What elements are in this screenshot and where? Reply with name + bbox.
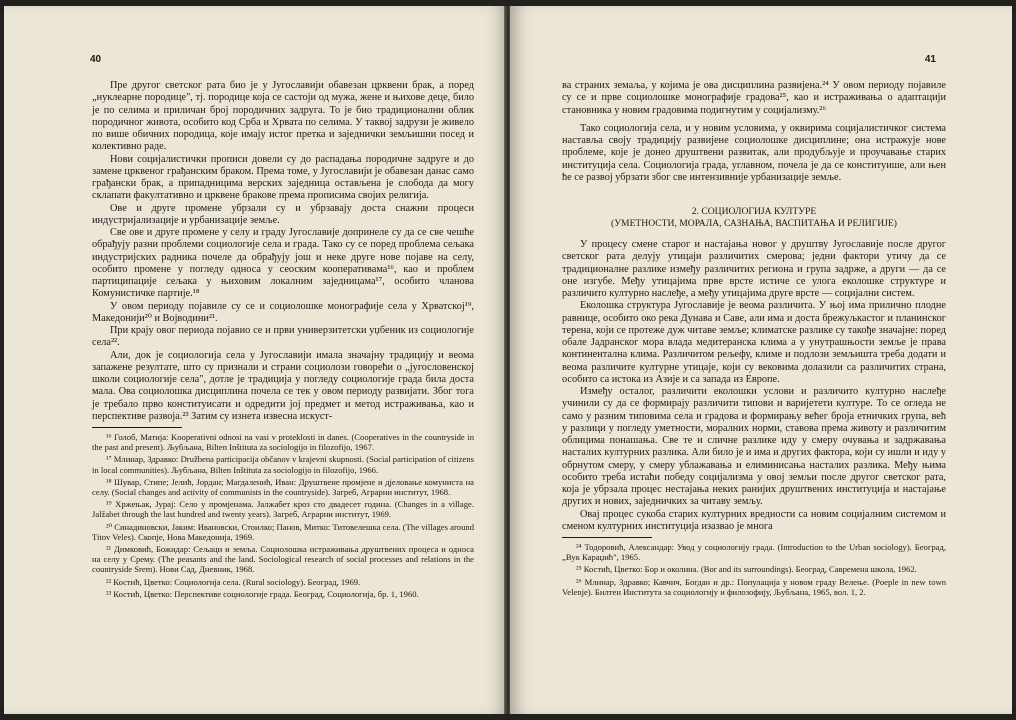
section-heading: [562, 206, 946, 229]
paragraph: При крају овог периода појавио се и први универзитетски уџбеник из социологије села²².: [92, 325, 474, 349]
footnote: ¹⁹ Хржењак, Јурај: Село у промјенама. Јалжабет кроз сто двадесет година. (Changes in a village. Jalžabet through the last hundred and twenty years). Загреб, Аграрни институт, 1969.: [92, 499, 474, 520]
page-number-right: 41: [924, 54, 936, 65]
right-page: [510, 6, 1012, 714]
right-text-block: [562, 80, 946, 599]
paragraph: Овај процес сукоба старих културних вредности са новим социјалним системом и сменом културних институција изазвао је многа: [562, 508, 946, 532]
footnote-divider: [92, 427, 182, 428]
paragraph: ва страних земаља, у којима је ова дисциплина развијена.²⁴ У овом периоду појавиле су се и прве социолошке монографије градова²⁵, као и истраживања о адаптацији становника у новим градовима подигнутим у социјализму.²⁶: [562, 80, 946, 116]
paragraph: У овом периоду појавиле су се и социолошке монографије села у Хрватској¹⁹, Македонији²⁰ и Војводини²¹.: [92, 300, 474, 324]
footnote: ²² Костић, Цветко: Социологија села. (Rural sociology). Београд, 1969.: [106, 576, 361, 587]
footnote: ²¹ Димковић, Божидар: Сељаци и земља. Социолошка истраживања друштвених процеса и односа на селу у Срему. (The peasants and the land. Sociological research of social processes and relations in the countryside Srem). Нови Сад, Дневник, 1968.: [92, 544, 474, 575]
footnote: ²⁵ Костић, Цветко: Бор и околина. (Bor and its surroundings). Београд, Савремена школа, 1962.: [576, 564, 917, 575]
footnote: ¹⁶ Голоб, Матија: Kooperativni odnosi na vasi v proteklosti in danes. (Cooperatives in the countryside in the past and present). Љубљана, Bilten Inštituta za sociologijo in filozofijo, 1967.: [92, 432, 474, 453]
left-page: [4, 6, 508, 714]
footnote: ²³ Костић, Цветко: Перспективе социологије града. Београд, Социологија, бр. 1, 1960.: [106, 588, 419, 599]
paragraph: Али, док је социологија села у Југославији имала значајну традицију и веома запажене резултате, што су признали и страни социолози говорећи о „југословенској школи социологије села", дотле је традиција у погледу социологије града била доста мала. Ова социолошка дисциплина почела се тек у овом периоду развијати. Због тога је требало прво конституисати и одредити јој предмет и метод истраживања, као и перспективе развоја.²³ Затим су изнета извесна искуст-: [92, 349, 474, 422]
paragraph: Пре другог светског рата био је у Југославији обавезан црквени брак, а поред „нуклеарне породице", тј. породице која се састоји од мужа, жене и њихове деце, било је по селима и приличан број породичних задруга. То је био традиционални облик породичног живота, особито код Срба и Хрвата по селима. У таквој задрузи је живело по више обичних породица, које имају истог претка и заједнички земљишни посед и колективно раде.: [92, 80, 474, 153]
paragraph: Нови социјалистички прописи довели су до распадања породичне задруге и до замене црквеног грађанским браком. Према томе, у Југославији је обавезан данас само грађански брак, а припадницима верских заједница остављена је слобода да могу склапати факултативно и црквене бракове према прописима својих религија.: [92, 153, 474, 202]
left-text-block: [92, 80, 474, 601]
footnote: ²⁰ Синадиновски, Јаким: Ивановски, Стоилко; Панов, Митко: Титовелешка села. (The villages around Titov Veles). Скопје, Нова Македонија, 1969.: [92, 521, 474, 542]
paragraph: Између осталог, различити еколошки услови и различито културно наслеђе учинили су да се формирају различити типови и варијетети културе. То се огледа не само у разним типовима села и градова и формирању већег броја етничких група, већ у разлици у погледу уметности, моралних норми, ставова према животу и различитим облицима понашања. Све те и сличне разлике иду у смеру очувања и задржавања насталих културних разлика. Али било је и има и других фактора, који су ишли и иду у обрнутом смеру, у смеру ублажавања и елиминисања насталих разлика. Међу њима особито треба истаћи победу социјализма у овој земљи после другог светског рата, која је убрзала процес нестајања неких ранијих друштвених институција и настајање других и нових, заједничких за читаву земљу.: [562, 386, 946, 508]
paragraph: Еколошка структура Југославије је веома различита. У њој има прилично плодне равнице, особито око река Дунава и Саве, али има и доста брежуљкастог и планинског терена, који се протеже дуж читаве земље; климатске разлике су такође значајне: поред обале Јадранског мора влада медитеранска клима а у унутрашњости земље је права континентална клима. Различитом рељефу, климе и подлози земљишта треба додати и веома различите културне утицаје, који су вековима долазили са различитих страна, особито са истока из Азије и са запада из Европе.: [562, 300, 946, 385]
paragraph: Све ове и друге промене у селу и граду Југославије допринеле су да се све чешће обрађују разни проблеми социологије села и града. Тако су се поред проблема сељака индустријских радника почеле да обрађују још и неке друге нове појаве на селу, особито промене у погледу односа у сеоским кооперативама¹⁶, као и проблем партиципације сељака у њиховим локалним заједницама¹⁷, особито чланова Комунистичке партије.¹⁸: [92, 227, 474, 300]
footnote: ¹⁸ Шувар, Стипе; Јелић, Јордан; Магдаленић, Иван: Друштвене промјене и дјеловање комуниста на селу. (Social changes and activity of communists in the countryside). Загреб, Аграрни институт, 1968.: [92, 476, 474, 498]
footnote: ²⁶ Млинар, Здравко; Кавчич, Богдан и др.: Популација у новом граду Велење. (Poeple in new town Velenje). Билтен Института за социологију и филозофију, Љубљана, 1965, вол. 1, 2.: [562, 576, 946, 597]
paragraph: Тако социологија села, и у новим условима, у оквирима социјалистичког система наставља своју традицију развијене социолошке дисциплине; она истражује нове проблеме, које је донео друштвени развитак, али продубљује и проучавање старих институција села. Социологија града, углавном, почела је да се конституише, али њен ће се развој убрзати због све интензивније урбанизације земље.: [562, 122, 946, 183]
footnote: ²⁴ Тодоровић, Александар: Увод у социологију града. (Introduction to the Urban sociology). Београд, „Вук Караџић", 1965.: [562, 542, 946, 563]
section-heading-subtitle: (УМЕТНОСТИ, МОРАЛА, САЗНАЊА, ВАСПИТАЊА И РЕЛИГИЈЕ): [611, 217, 897, 229]
page-number-left: 40: [90, 54, 102, 65]
paragraph: У процесу смене старог и настајања новог у друштву Југославије после другог светског рата делују утицаји различитих смерова; једни фактори утичу да се традиционалне разлике између различитих региона и група задрже, а други — да се оне изгубе. Међу утицајима прве врсте истиче се улога еколошке структуре и различито културно наслеђе, а међу утицајима друге врсте — социјални систем.: [562, 239, 946, 299]
section-heading-title: 2. СОЦИОЛОГИЈА КУЛТУРЕ: [691, 206, 817, 217]
footnote: ¹⁷ Млинар, Здравко: Družbena participacija občanov v krajevni skupnosti. (Social participation of citizens in local communities). Љубљана, Bilten Inštituta za sociologijo in filozofijo, 1966.: [92, 454, 474, 475]
paragraph: Ове и друге промене убрзали су и убрзавају доста снажни процеси индустријализације и урбанизације земље.: [92, 202, 474, 226]
footnote-divider: [562, 537, 652, 538]
